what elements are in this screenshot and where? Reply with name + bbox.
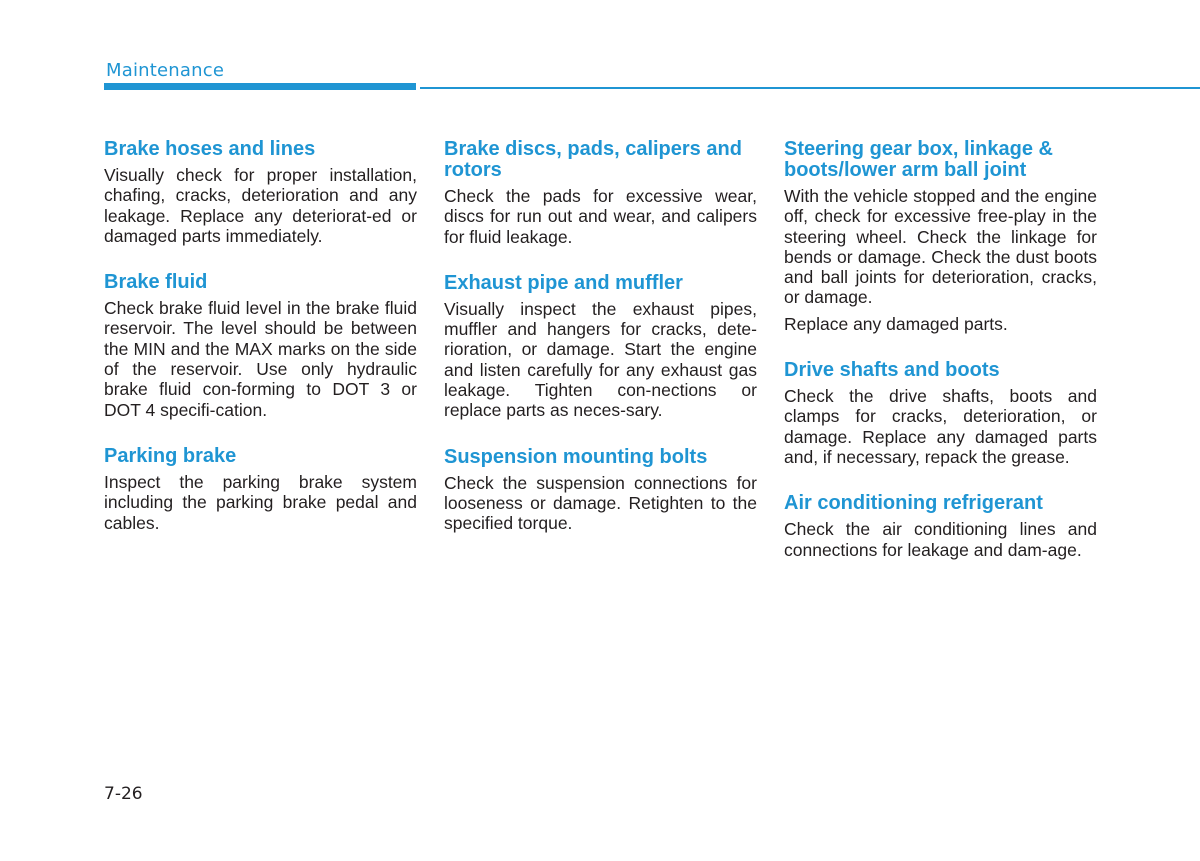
section-heading: Brake discs, pads, calipers and rotors: [444, 138, 742, 181]
header-rule-thin: [420, 87, 1200, 89]
section-suspension: [444, 447, 757, 534]
section-steering: [784, 139, 1097, 334]
section-heading: Steering gear box, linkage & boots/lower arm ball joint: [784, 138, 1053, 181]
column-1: [104, 139, 417, 559]
section-text: Check the pads for excessive wear, discs for run out and wear, and calipers for fluid leakage.: [444, 186, 757, 247]
section-text: Replace any damaged parts.: [784, 313, 1008, 334]
section-exhaust: [444, 273, 757, 421]
section-heading: Drive shafts and boots: [784, 359, 1000, 382]
section-heading: Brake hoses and lines: [104, 138, 316, 160]
section-heading: Exhaust pipe and muffler: [444, 271, 683, 294]
section-text: Check the drive shafts, boots and clamps for cracks, deterioration, or damage. Replace any damaged parts and, if necessary, repack the grease.: [784, 386, 1097, 467]
section-brake-hoses: [104, 139, 417, 246]
section-heading: Suspension mounting bolts: [444, 445, 708, 468]
section-heading: Parking brake: [104, 444, 237, 467]
section-heading: Air conditioning refrigerant: [784, 492, 1043, 515]
chapter-title: Maintenance: [106, 60, 225, 81]
column-2: [444, 139, 757, 560]
section-text: With the vehicle stopped and the engine off, check for excessive free-play in the steering wheel. Check the linkage for bends or damage. Check the dust boots and ball joints for deterioration, cracks, or damage.: [784, 186, 1097, 308]
section-text: Inspect the parking brake system including the parking brake pedal and cables.: [104, 471, 417, 533]
section-heading: Brake fluid: [104, 271, 208, 294]
section-brake-fluid: [104, 272, 417, 420]
section-text: Check the air conditioning lines and connections for leakage and dam-age.: [784, 519, 1097, 560]
section-brake-discs: [444, 139, 757, 247]
section-parking-brake: [104, 446, 417, 533]
section-text: Check brake fluid level in the brake fluid reservoir. The level should be between the MIN and the MAX marks on the side of the reservoir. Use only hydraulic brake fluid con-forming to DOT 3 or DOT 4 specifi-cation.: [104, 298, 417, 420]
page-number: 7-26: [104, 784, 143, 804]
section-text: Check the suspension connections for looseness or damage. Retighten to the specified torque.: [444, 472, 757, 534]
section-air-conditioning: [784, 493, 1097, 560]
section-drive-shafts: [784, 360, 1097, 467]
section-text: Visually check for proper installation, chafing, cracks, deterioration and any leakage. Replace any deteriorat-ed or damaged parts immediately.: [104, 165, 417, 246]
column-3: [784, 139, 1097, 586]
header-rule-thick: [104, 83, 416, 90]
section-text: Visually inspect the exhaust pipes, muffler and hangers for cracks, dete-rioration, or damage. Start the engine and listen carefully for any exhaust gas leakage. Tighten con-nections or replace parts as neces-sary.: [444, 298, 757, 421]
